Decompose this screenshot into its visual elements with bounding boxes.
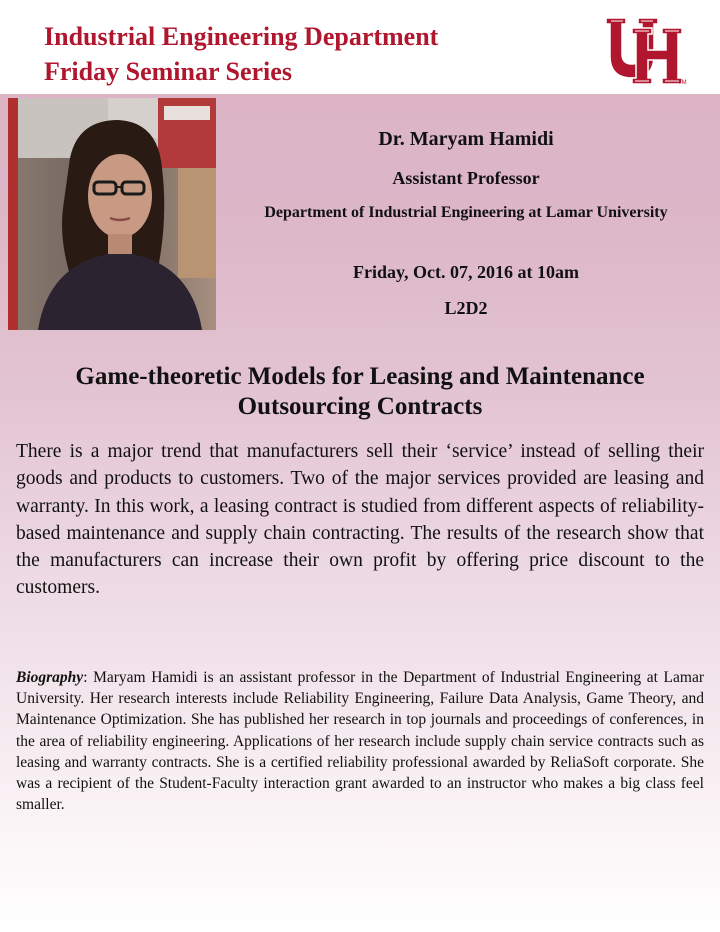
series-title: Friday Seminar Series	[44, 57, 292, 86]
abstract: There is a major trend that manufacturers sell their ‘service’ instead of selling their goods and products to customers. Two of the major services provided are leasing and warranty. In this work, a leasing contract is studied from different aspects of reliability-based maintenance and supply chain contracting. The results of the research show that the manufacturers can increase their own profit by offering price discount to the customers.	[16, 441, 704, 599]
speaker-name: Dr. Maryam Hamidi	[378, 128, 554, 150]
speaker-position: Assistant Professor	[392, 168, 540, 188]
event-location: L2D2	[444, 298, 488, 318]
department-title: Industrial Engineering Department	[44, 22, 439, 51]
biography-label: Biography	[16, 669, 84, 686]
talk-title	[0, 362, 720, 422]
biography	[16, 667, 704, 815]
uh-logo	[604, 14, 686, 88]
speaker-photo	[8, 98, 216, 330]
header	[0, 0, 720, 94]
trademark-mark: TM	[678, 80, 687, 86]
event-datetime: Friday, Oct. 07, 2016 at 10am	[353, 262, 579, 282]
biography-text: : Maryam Hamidi is an assistant professor in the Department of Industrial Engineering at Lamar University. Her research interests include Reliability Engineering, Failure Data Analysis, Game Theory, and Maintenance Optimization. She has published her research in top journals and proceedings of conferences, in the area of reliability engineering. Applications of her research include supply chain service contracts such as leasing and warranty contracts. She is a certified reliability professional awarded by ReliaSoft corporate. She was a recipient of the Student-Faculty interaction grant awarded to an instructor who makes a big class feel smaller.	[16, 669, 704, 814]
speaker-affiliation: Department of Industrial Engineering at Lamar University	[264, 204, 668, 221]
speaker-portrait-icon	[8, 98, 216, 330]
talk-title-text: Game-theoretic Models for Leasing and Maintenance Outsourcing Contracts	[75, 363, 645, 420]
